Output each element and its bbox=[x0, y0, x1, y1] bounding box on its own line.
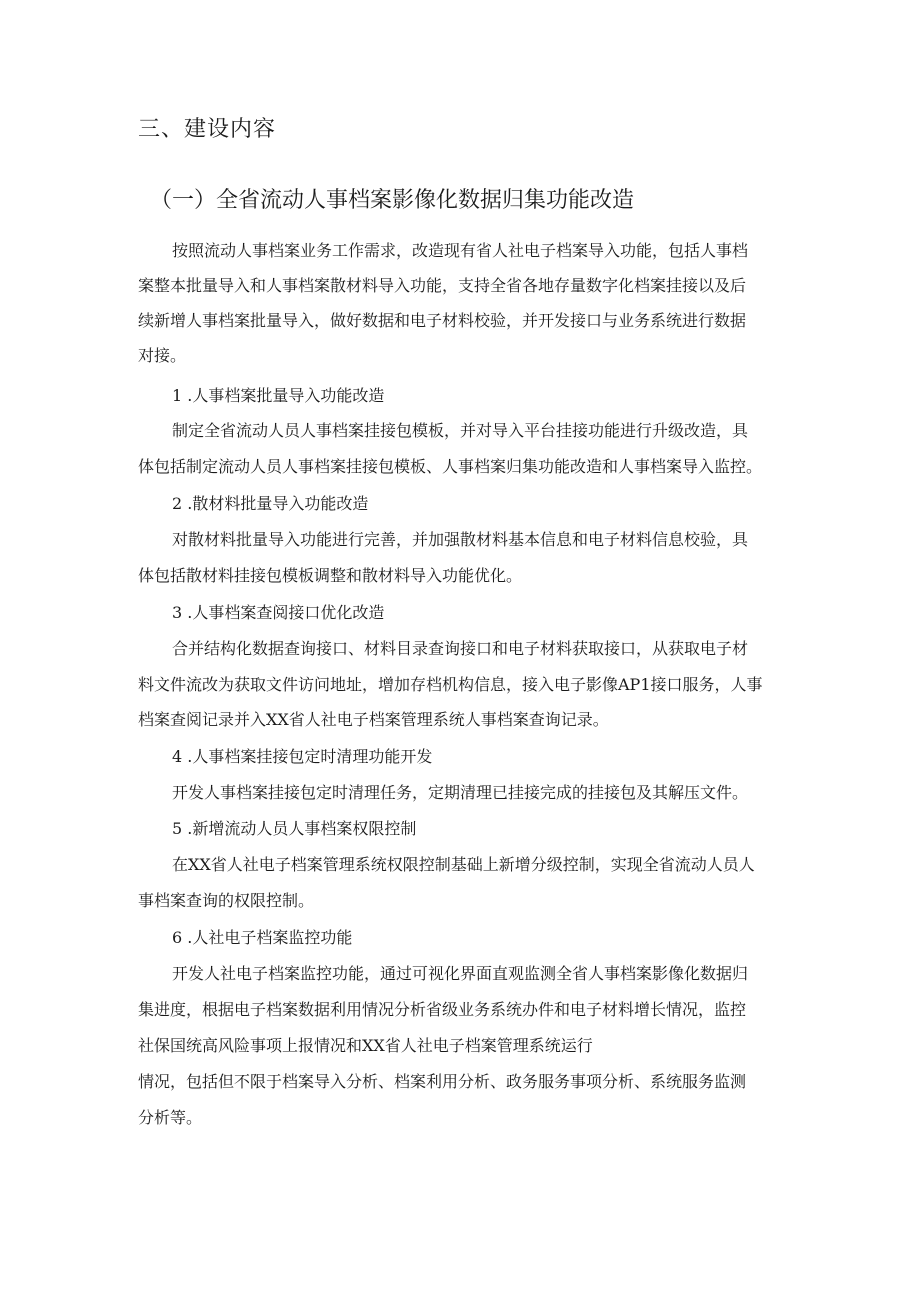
item-line: 体包括制定流动人员人事档案挂接包模板、人事档案归集功能改造和人事档案导入监控。 bbox=[138, 457, 763, 476]
intro-line: 案整本批量导入和人事档案散材料导入功能，支持全省各地存量数字化档案挂接以及后 bbox=[138, 276, 747, 295]
section-title: 三、建设内容 bbox=[138, 117, 277, 142]
item-line: 制定全省流动人员人事档案挂接包模板，并对导入平台挂接功能进行升级改造，具 bbox=[172, 421, 749, 440]
item-heading-1: 1 .人事档案批量导入功能改造 bbox=[172, 386, 385, 405]
intro-line: 对接。 bbox=[138, 346, 187, 365]
intro-line: 续新增人事档案批量导入，做好数据和电子材料校验，并开发接口与业务系统进行数据 bbox=[138, 311, 747, 330]
item-heading-4: 4 .人事档案挂接包定时清理功能开发 bbox=[172, 747, 433, 766]
item-line: 事档案查询的权限控制。 bbox=[138, 891, 315, 910]
item-line: 开发人社电子档案监控功能，通过可视化界面直观监测全省人事档案影像化数据归 bbox=[172, 964, 749, 983]
item-line: 在XX省人社电子档案管理系统权限控制基础上新增分级控制，实现全省流动人员人 bbox=[172, 855, 755, 874]
subsection-title: （一）全省流动人事档案影像化数据归集功能改造 bbox=[150, 188, 635, 213]
item-line: 社保国统高风险事项上报情况和XX省人社电子档案管理系统运行 bbox=[138, 1036, 593, 1055]
item-line: 开发人事档案挂接包定时清理任务，定期清理已挂接完成的挂接包及其解压文件。 bbox=[172, 783, 749, 802]
item-line: 情况，包括但不限于档案导入分析、档案利用分析、政务服务事项分析、系统服务监测 bbox=[138, 1072, 747, 1091]
item-heading-6: 6 .人社电子档案监控功能 bbox=[172, 928, 353, 947]
item-heading-2: 2 .散材料批量导入功能改造 bbox=[172, 494, 369, 513]
item-heading-3: 3 .人事档案查阅接口优化改造 bbox=[172, 603, 385, 622]
item-line: 集进度，根据电子档案数据利用情况分析省级业务系统办件和电子材料增长情况，监控 bbox=[138, 1000, 747, 1019]
item-line: 体包括散材料挂接包模板调整和散材料导入功能优化。 bbox=[138, 566, 523, 585]
item-line: 对散材料批量导入功能进行完善，并加强散材料基本信息和电子材料信息校验，具 bbox=[172, 530, 749, 549]
intro-line: 按照流动人事档案业务工作需求，改造现有省人社电子档案导入功能，包括人事档 bbox=[172, 241, 749, 260]
item-heading-5: 5 .新增流动人员人事档案权限控制 bbox=[172, 819, 417, 838]
item-line: 档案查阅记录并入XX省人社电子档案管理系统人事档案查询记录。 bbox=[138, 710, 609, 729]
item-line: 料文件流改为获取文件访问地址，增加存档机构信息，接入电子影像AP1接口服务，人事 bbox=[138, 675, 763, 694]
item-line: 分析等。 bbox=[138, 1108, 203, 1127]
item-line: 合并结构化数据查询接口、材料目录查询接口和电子材料获取接口，从获取电子材 bbox=[172, 639, 749, 658]
